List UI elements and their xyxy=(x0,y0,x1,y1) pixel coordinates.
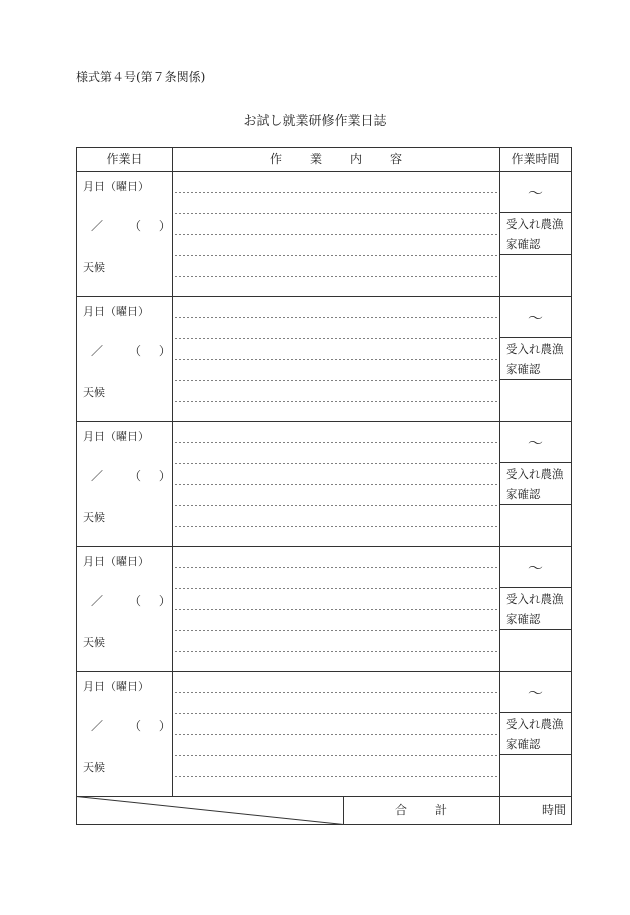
weather-label[interactable]: 天候 xyxy=(83,261,105,274)
host-confirmation-label: 受入れ農漁家確認 xyxy=(506,717,564,751)
date-label[interactable]: 月日（曜日） xyxy=(83,555,149,568)
weekday-parentheses: （ ） xyxy=(129,219,171,233)
form-number: 様式第４号(第７条関係) xyxy=(76,70,206,84)
header-date: 作業日 xyxy=(106,152,143,166)
day-entry xyxy=(77,547,571,672)
date-label[interactable]: 月日（曜日） xyxy=(83,430,149,443)
weather-label[interactable]: 天候 xyxy=(83,511,105,524)
host-confirmation-label: 受入れ農漁家確認 xyxy=(506,342,564,376)
total-label xyxy=(343,797,499,824)
time-range-separator[interactable]: ～ xyxy=(527,684,543,702)
total-label-char: 合 xyxy=(394,803,407,817)
document-title: お試し就業研修作業日誌 xyxy=(243,114,387,129)
host-confirmation-label: 受入れ農漁家確認 xyxy=(506,592,564,626)
date-label[interactable]: 月日（曜日） xyxy=(83,680,149,693)
header-content-char: 業 xyxy=(309,152,322,166)
weather-label[interactable]: 天候 xyxy=(83,761,105,774)
day-entry xyxy=(77,297,571,422)
host-confirmation-label: 受入れ農漁家確認 xyxy=(506,217,564,251)
total-hours-unit[interactable]: 時間 xyxy=(541,803,566,817)
date-slash: ／ xyxy=(91,344,104,358)
total-label-char: 計 xyxy=(435,803,448,817)
header-content-char: 作 xyxy=(269,152,282,166)
weekday-parentheses: （ ） xyxy=(129,469,171,483)
time-range-separator[interactable]: ～ xyxy=(527,434,543,452)
host-confirmation-label: 受入れ農漁家確認 xyxy=(506,467,564,501)
date-label[interactable]: 月日（曜日） xyxy=(83,180,149,193)
header-content-char: 内 xyxy=(350,152,363,166)
day-entry xyxy=(77,172,571,297)
header-time: 作業時間 xyxy=(511,152,560,166)
date-slash: ／ xyxy=(91,719,104,733)
header-content xyxy=(173,147,499,171)
time-range-separator[interactable]: ～ xyxy=(527,309,543,327)
weekday-parentheses: （ ） xyxy=(129,594,171,608)
date-slash: ／ xyxy=(91,469,104,483)
day-entry xyxy=(77,672,571,797)
weather-label[interactable]: 天候 xyxy=(83,636,105,649)
date-slash: ／ xyxy=(91,219,104,233)
weekday-parentheses: （ ） xyxy=(129,719,171,733)
time-range-separator[interactable]: ～ xyxy=(527,559,543,577)
weather-label[interactable]: 天候 xyxy=(83,386,105,399)
weekday-parentheses: （ ） xyxy=(129,344,171,358)
day-entry xyxy=(77,422,571,547)
time-range-separator[interactable]: ～ xyxy=(527,184,543,202)
date-slash: ／ xyxy=(91,594,104,608)
date-label[interactable]: 月日（曜日） xyxy=(83,305,149,318)
header-content-char: 容 xyxy=(390,152,403,166)
